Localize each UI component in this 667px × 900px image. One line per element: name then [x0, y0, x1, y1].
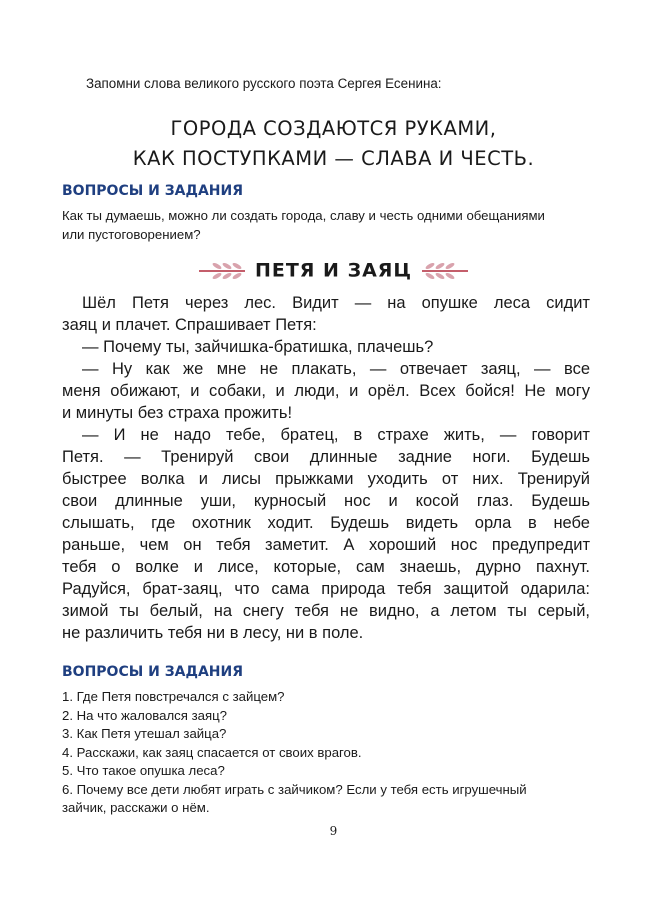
story-line: меня обижают, и собаки, и люди, и орёл. Всех бойся! Не могу: [62, 382, 590, 400]
story-line: и минуты без страха прожить!: [62, 404, 293, 422]
story-text: [62, 292, 590, 644]
story-line: раньше, чем он тебя заметит. А хороший нос предупредит: [62, 536, 590, 554]
page-number: 9: [329, 824, 338, 838]
story-line: — И не надо тебе, братец, в страхе жить, — говорит: [82, 426, 590, 444]
story-line: свои длинные уши, курносый нос и косой глаз. Будешь: [62, 492, 590, 510]
question-item: зайчик, расскажи о нём.: [62, 800, 210, 815]
questions-list: [62, 688, 622, 818]
text-line: Как ты думаешь, можно ли создать города, славу и честь одними обещаниями: [62, 208, 545, 223]
story-title-text: ПЕТЯ И ЗАЯЦ: [254, 259, 413, 282]
story-line: — Ну как же мне не плакать, — отвечает заяц, — все: [82, 360, 590, 378]
quote-line: ГОРОДА СОЗДАЮТСЯ РУКАМИ,: [170, 117, 497, 140]
esenin-quote: [0, 114, 667, 174]
story-line: заяц и плачет. Спрашивает Петя:: [62, 316, 317, 334]
story-line: тебя о волке и лисе, которые, сам знаешь, дурно пахнут.: [62, 558, 590, 576]
questions-heading: ВОПРОСЫ И ЗАДАНИЯ: [62, 183, 243, 199]
questions-heading: ВОПРОСЫ И ЗАДАНИЯ: [62, 664, 243, 680]
question-item: 4. Расскажи, как заяц спасается от своих врагов.: [62, 744, 362, 760]
laurel-left-icon: [197, 261, 247, 281]
story-line: Радуйся, брат-заяц, что сама природа тебя защитой одарила:: [62, 580, 590, 598]
story-line: быстрее волка и лисы прыжками уходить от них. Тренируй: [62, 470, 590, 488]
laurel-right-icon: [420, 261, 470, 281]
intro-text: Запомни слова великого русского поэта Сергея Есенина:: [86, 76, 442, 91]
story-line: Шёл Петя через лес. Видит — на опушке леса сидит: [82, 294, 590, 312]
story-title: [0, 258, 667, 283]
story-line: не различить тебя ни в лесу, ни в поле.: [62, 624, 364, 642]
story-line: Петя. — Тренируй свои длинные задние ноги. Будешь: [62, 448, 590, 466]
question-text: [62, 207, 622, 244]
question-item: 3. Как Петя утешал зайца?: [62, 726, 227, 741]
story-line: — Почему ты, зайчишка-братишка, плачешь?: [82, 338, 434, 356]
question-item: 5. Что такое опушка леса?: [62, 763, 225, 778]
story-line: зимой ты белый, на снегу тебя не видно, а летом ты серый,: [62, 602, 590, 620]
question-item: 1. Где Петя повстречался с зайцем?: [62, 689, 285, 704]
question-item: 6. Почему все дети любят играть с зайчиком? Если у тебя есть игрушечный: [62, 781, 527, 797]
text-line: или пустоговорением?: [62, 226, 201, 242]
quote-line: КАК ПОСТУПКАМИ — СЛАВА И ЧЕСТЬ.: [132, 147, 535, 170]
question-item: 2. На что жаловался заяц?: [62, 707, 227, 723]
story-line: слышать, где охотник ходит. Будешь видеть орла в небе: [62, 514, 590, 532]
